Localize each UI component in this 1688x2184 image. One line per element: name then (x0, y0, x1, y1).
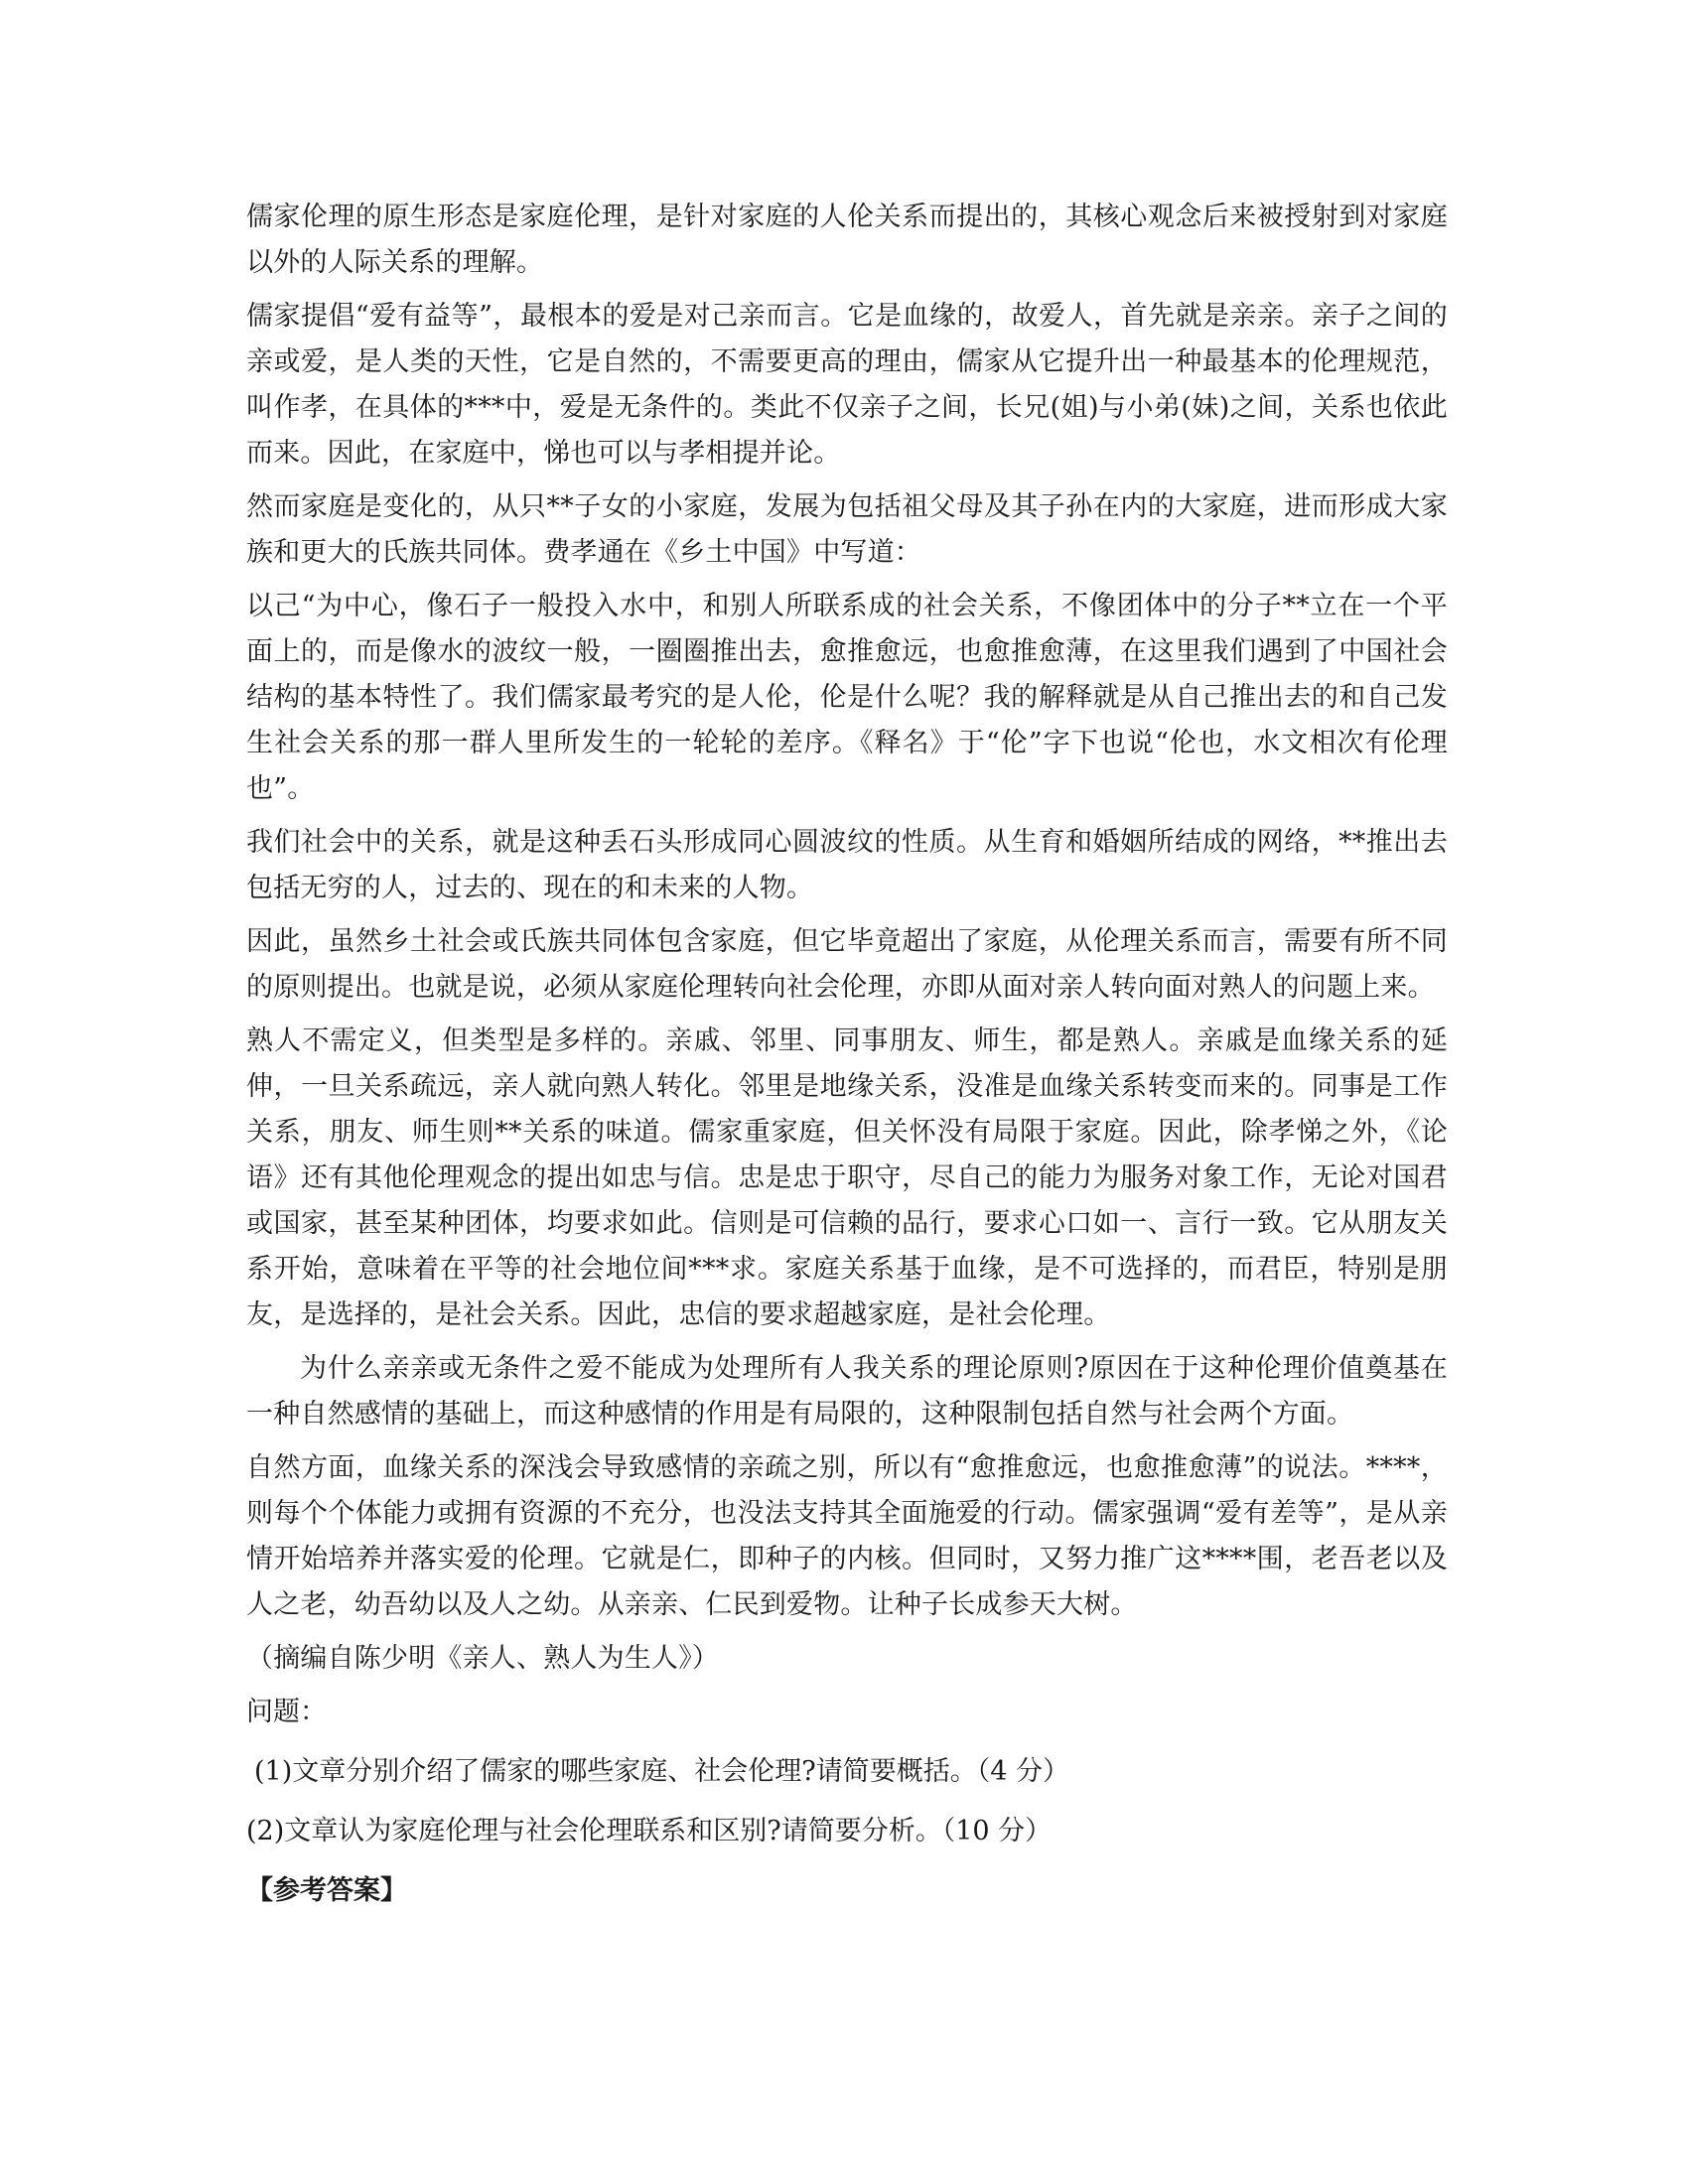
document-page (246, 195, 1448, 1914)
paragraph-9: 自然方面，血缘关系的深浅会导致感情的亲疏之别，所以有“愈推愈远，也愈推愈薄”的说法。****，则每个个体能力或拥有资源的不充分，也没法支持其全面施爱的行动。儒家强调“爱有差等”，是从亲情开始培养并落实爱的伦理。它就是仁，即种子的内核。但同时，又努力推广这****围，老吾老以及人之老，幼吾幼以及人之幼。从亲亲、仁民到爱物。让种子长成参天大树。 (246, 1452, 1448, 1620)
question-2: (2)文章认为家庭伦理与社会伦理联系和区别?请简要分析。（10 分） (246, 1816, 1053, 1846)
question-1: (1)文章分别介绍了儒家的哪些家庭、社会伦理?请简要概括。（4 分） (254, 1756, 1069, 1787)
paragraph-1: 儒家伦理的原生形态是家庭伦理，是针对家庭的人伦关系而提出的，其核心观念后来被授射到对家庭以外的人际关系的理解。 (246, 202, 1448, 278)
paragraph-5: 我们社会中的关系，就是这种丢石头形成同心圆波纹的性质。从生育和婚姻所结成的网络，**推出去包括无穷的人，过去的、现在的和未来的人物。 (246, 827, 1448, 903)
quotation-paragraph: 以己“为中心，像石子一般投入水中，和别人所联系成的社会关系，不像团体中的分子**立在一个平面上的，而是像水的波纹一般，一圈圈推出去，愈推愈远，也愈推愈薄，在这里我们遇到了中国社会结构的基本特性了。我们儒家最考究的是人伦，伦是什么呢？我的解释就是从自己推出去的和自己发生社会关系的那一群人里所发生的一轮轮的差序。《释名》于“伦”字下也说“伦也，水文相次有伦理也”。 (246, 591, 1448, 804)
paragraph-8: 为什么亲亲或无条件之爱不能成为处理所有人我关系的理论原则?原因在于这种伦理价值奠基在一种自然感情的基础上，而这种感情的作用是有局限的，这种限制包括自然与社会两个方面。 (246, 1353, 1448, 1430)
paragraph-2: 儒家提倡“爱有益等”，最根本的爱是对己亲而言。它是血缘的，故爱人，首先就是亲亲。亲子之间的亲或爱，是人类的天性，它是自然的，不需要更高的理由，儒家从它提升出一种最基本的伦理规范，叫作孝，在具体的***中，爱是无条件的。类此不仅亲子之间，长兄(姐)与小弟(妹)之间，关系也依此而来。因此，在家庭中，悌也可以与孝相提并论。 (246, 301, 1448, 469)
paragraph-3: 然而家庭是变化的，从只**子女的小家庭，发展为包括祖父母及其子孙在内的大家庭，进而形成大家族和更大的氏族共同体。费孝通在《乡土中国》中写道： (246, 491, 1448, 568)
paragraph-7: 熟人不需定义，但类型是多样的。亲戚、邻里、同事朋友、师生，都是熟人。亲戚是血缘关系的延伸，一旦关系疏远，亲人就向熟人转化。邻里是地缘关系，没准是血缘关系转变而来的。同事是工作关系，朋友、师生则**关系的味道。儒家重家庭，但关怀没有局限于家庭。因此，除孝悌之外，《论语》还有其他伦理观念的提出如忠与信。忠是忠于职守，尽自己的能力为服务对象工作，无论对国君或国家，甚至某种团体，均要求如此。信则是可信赖的品行，要求心口如一、言行一致。它从朋友关系开始，意味着在平等的社会地位间***求。家庭关系基于血缘，是不可选择的，而君臣，特别是朋友，是选择的，是社会关系。因此，忠信的要求超越家庭，是社会伦理。 (246, 1025, 1448, 1330)
answer-heading: 【参考答案】 (246, 1875, 407, 1906)
questions-label: 问题： (246, 1697, 327, 1727)
paragraph-6: 因此，虽然乡土社会或氏族共同体包含家庭，但它毕竟超出了家庭，从伦理关系而言，需要有所不同的原则提出。也就是说，必须从家庭伦理转向社会伦理，亦即从面对亲人转向面对熟人的问题上来。 (246, 926, 1448, 1003)
source-citation: （摘编自陈少明《亲人、熟人为生人》） (246, 1643, 720, 1674)
